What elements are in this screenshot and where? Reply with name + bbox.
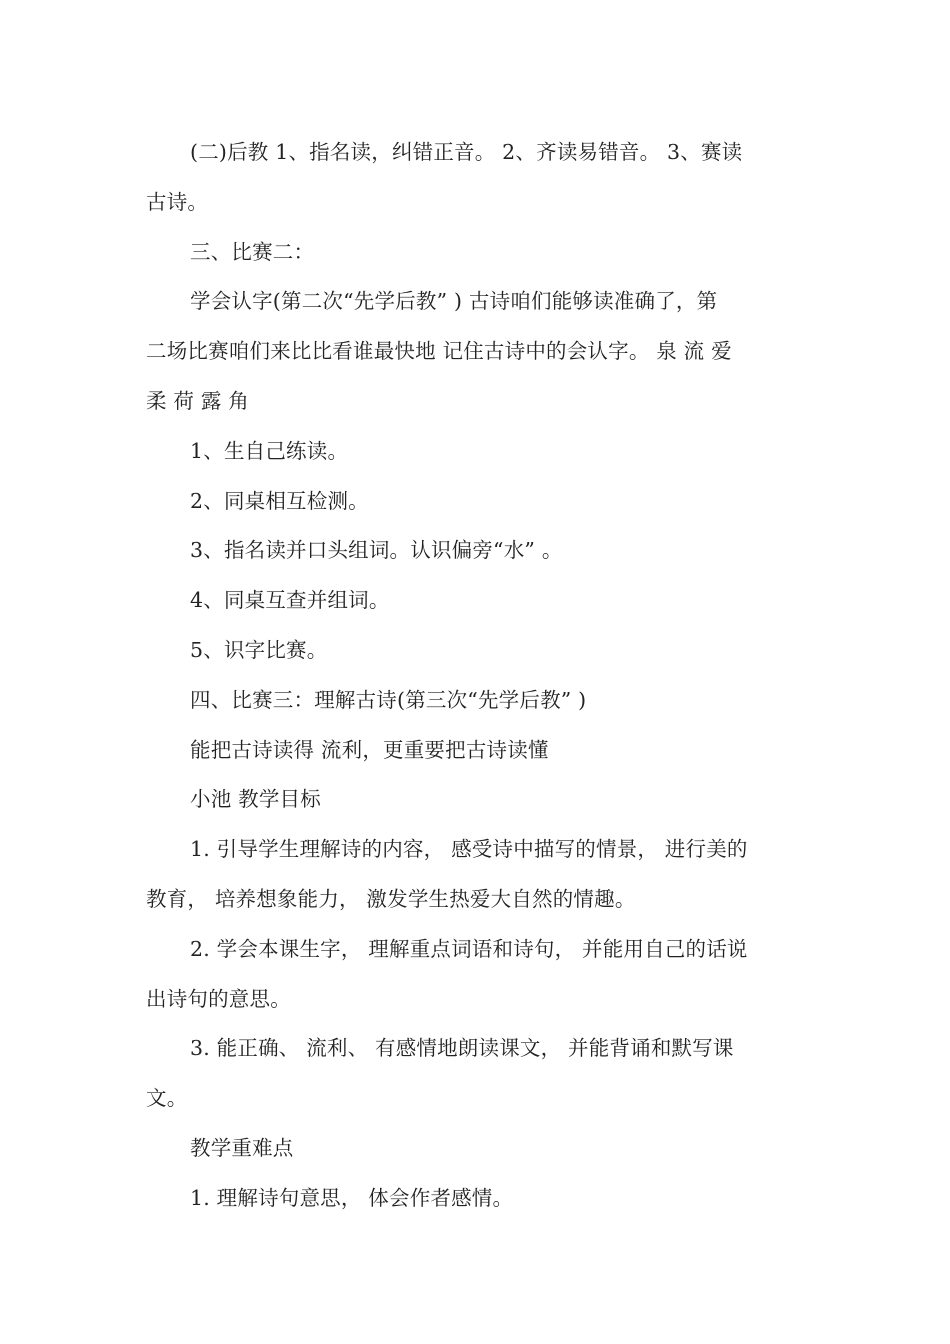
list-item: 1. 理解诗句意思， 体会作者感情。 xyxy=(190,1185,514,1210)
paragraph-line: 文。 xyxy=(146,1086,188,1111)
list-item: 1. 引导学生理解诗的内容， 感受诗中描写的情景， 进行美的 xyxy=(190,837,748,862)
list-item: 5、识字比赛。 xyxy=(190,637,328,662)
section-heading: 三、比赛二： xyxy=(190,239,315,264)
list-item: 2. 学会本课生字， 理解重点词语和诗句， 并能用自己的话说 xyxy=(190,936,748,961)
paragraph-line: 学会认字(第二次“先学后教” ) 古诗咱们能够读准确了，第 xyxy=(190,289,718,314)
paragraph-line: 出诗句的意思。 xyxy=(146,986,291,1011)
section-heading: 四、比赛三：理解古诗(第三次“先学后教” ) xyxy=(190,687,587,712)
section-heading: 小池 教学目标 xyxy=(190,787,321,812)
paragraph-line: 教育， 培养想象能力， 激发学生热爱大自然的情趣。 xyxy=(146,886,636,911)
list-item: 1、生自己练读。 xyxy=(190,438,349,463)
paragraph-line: 二场比赛咱们来比比看谁最快地 记住古诗中的会认字。 泉 流 爱 xyxy=(146,339,732,364)
paragraph-line: 古诗。 xyxy=(146,189,209,214)
list-item: 3、指名读并口头组词。认识偏旁“水” 。 xyxy=(190,538,563,563)
document-page xyxy=(146,128,806,1224)
paragraph-line: 能把古诗读得 流利，更重要把古诗读懂 xyxy=(190,737,549,762)
paragraph-line: 柔 荷 露 角 xyxy=(146,388,249,413)
paragraph-line: (二)后教 1、指名读，纠错正音。 2、齐读易错音。 3、赛读 xyxy=(190,140,743,164)
section-heading: 教学重难点 xyxy=(190,1135,294,1160)
list-item: 2、同桌相互检测。 xyxy=(190,488,369,513)
list-item: 4、同桌互查并组词。 xyxy=(190,588,390,613)
list-item: 3. 能正确、 流利、 有感情地朗读课文， 并能背诵和默写课 xyxy=(190,1036,734,1061)
